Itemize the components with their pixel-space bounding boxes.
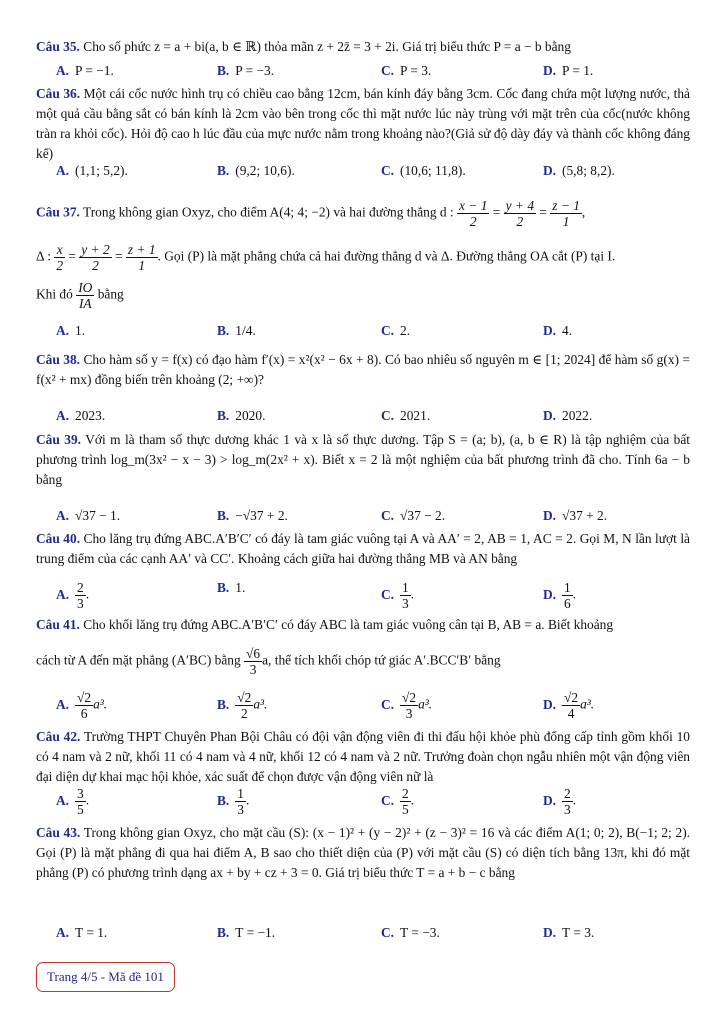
- question-text: Trong không gian Oxyz, cho mặt cầu (S): (x − 1)² + (y − 2)² + (z − 3)² = 16 và các điểm A(1; 0; 2), B(−1; 2; 2). Gọi (P) là mặt phẳng đi qua hai điểm A, B sao cho thiết diện của (P) với mặt cầu (S) có diện tích bằng 13π, khi đó mặt phẳng (P) có phương trình dạng ax + by + cz + 3 = 0. Giá trị biểu thức T = a + b − c bằng: [36, 825, 691, 880]
- question-text-line1: Trong không gian Oxyz, cho điểm A(4; 4; −2) và hai đường thẳng d :: [83, 204, 454, 220]
- answer-row-q36: [36, 163, 690, 183]
- option-text: 1/4.: [235, 323, 256, 338]
- option-text: (9,2; 10,6).: [235, 163, 295, 178]
- option-c[interactable]: [381, 690, 432, 721]
- option-fraction-numerator: 1: [564, 580, 571, 595]
- question-text: Với m là tham số thực dương khác 1 và x là số thực dương. Tập S = (a; b), (a, b ∈ R) là tập nghiệm của bất phương trình log_m(3x² − x − 3) > log_m(2x² + x). Biết x = 2 là một nghiệm của bất phương trình đã cho. Tính 6a − b bằng: [36, 432, 691, 487]
- option-fraction: [562, 786, 573, 817]
- option-a[interactable]: [56, 690, 107, 721]
- question-q39: [36, 430, 690, 490]
- line-delta-fraction-denominator: 2: [56, 258, 64, 273]
- option-fraction-numerator: 2: [402, 786, 409, 801]
- line-d-fraction-numerator: z − 1: [552, 198, 580, 213]
- option-label: A.: [56, 586, 70, 602]
- option-b[interactable]: [217, 163, 295, 179]
- line-delta-fraction-numerator: x: [54, 242, 65, 258]
- option-label: B.: [217, 925, 230, 940]
- option-suffix: a³.: [253, 696, 268, 712]
- option-fraction-denominator: 3: [564, 802, 571, 817]
- option-b[interactable]: [217, 63, 274, 79]
- option-c[interactable]: [381, 925, 440, 941]
- question-text-line1: Cho khối lăng trụ đứng ABC.A′B′C′ có đáy ABC là tam giác vuông cân tại B, AB = a. Biết khoảng: [83, 617, 614, 632]
- option-label: A.: [56, 163, 70, 178]
- option-label: D.: [543, 323, 557, 338]
- option-label: A.: [56, 696, 70, 712]
- option-c[interactable]: C. $\frac{1}{3}$ .: [381, 580, 415, 611]
- option-a[interactable]: [56, 508, 120, 524]
- option-label: A.: [56, 408, 70, 423]
- question-q38: [36, 350, 690, 390]
- option-b[interactable]: [217, 580, 245, 596]
- option-label: D.: [543, 586, 557, 602]
- line-d-fraction-denominator: 2: [469, 214, 477, 229]
- option-label: D.: [543, 163, 557, 178]
- option-label: B.: [217, 163, 230, 178]
- option-text: 1.: [75, 323, 86, 338]
- line-delta-fraction-denominator: 2: [92, 258, 99, 273]
- answer-row-q40: [36, 580, 690, 611]
- line-d-fraction: [550, 198, 582, 229]
- option-b[interactable]: [217, 408, 265, 424]
- option-d[interactable]: [543, 163, 615, 179]
- option-label: C.: [381, 163, 395, 178]
- option-label: C.: [381, 63, 395, 78]
- option-fraction-numerator: 1: [237, 786, 244, 801]
- option-fraction: [400, 786, 411, 817]
- option-text: √37 + 2.: [562, 508, 608, 523]
- option-fraction-numerator: 3: [77, 786, 84, 801]
- option-text: 4.: [562, 323, 573, 338]
- option-fraction-numerator: √2: [237, 690, 252, 705]
- option-fraction-numerator: 2: [564, 786, 571, 801]
- option-b[interactable]: [217, 925, 275, 941]
- option-text: (5,8; 8,2).: [562, 163, 615, 178]
- option-label: D.: [543, 925, 557, 940]
- question-q43: [36, 823, 690, 883]
- question-text-line3: Khi đó: [36, 286, 73, 302]
- option-a[interactable]: [56, 163, 128, 179]
- distance-fraction-denominator: 3: [249, 662, 257, 677]
- line-delta-fraction-numerator: y + 2: [81, 242, 110, 257]
- option-text: √37 − 2.: [400, 508, 446, 523]
- line-delta-fraction-denominator: 1: [138, 258, 146, 273]
- line-d-fraction-denominator: 2: [516, 214, 524, 229]
- option-label: C.: [381, 586, 395, 602]
- option-label: A.: [56, 323, 70, 338]
- option-label: B.: [217, 63, 230, 78]
- option-label: B.: [217, 580, 230, 595]
- option-c[interactable]: [381, 63, 431, 79]
- option-fraction-denominator: 3: [405, 706, 413, 721]
- option-fraction: [562, 580, 573, 611]
- option-fraction-numerator: 1: [402, 580, 409, 595]
- question-q37-line3: [36, 280, 690, 311]
- option-text: T = 3.: [562, 925, 595, 940]
- option-label: B.: [217, 696, 230, 712]
- option-fraction: [235, 690, 253, 721]
- option-label: C.: [381, 508, 395, 523]
- option-fraction: [75, 690, 93, 721]
- question-q35: [36, 37, 690, 57]
- option-d[interactable]: D. $\frac{1}{6}$ .: [543, 580, 577, 611]
- question-q42: [36, 727, 690, 787]
- option-fraction-denominator: 3: [237, 802, 244, 817]
- question-text-line3-end: bằng: [97, 286, 124, 302]
- option-text: P = 1.: [562, 63, 594, 78]
- option-label: B.: [217, 323, 230, 338]
- option-text: −√37 + 2.: [235, 508, 288, 523]
- option-label: B.: [217, 792, 230, 808]
- question-text-line2: . Gọi (P) là mặt phẳng chứa cả hai đường thẳng d và Δ. Đường thẳng OA cắt (P) tại I.: [157, 248, 616, 264]
- option-text: 2.: [400, 323, 411, 338]
- page-footer: Trang 4/5 - Mã đề 101: [36, 962, 175, 992]
- answer-row-q38: [36, 408, 690, 428]
- question-number: Câu 35.: [36, 39, 80, 54]
- option-fraction-denominator: 6: [80, 706, 88, 721]
- option-label: C.: [381, 925, 395, 940]
- answer-row-q35: [36, 63, 690, 83]
- option-c[interactable]: [381, 508, 445, 524]
- option-fraction-denominator: 2: [240, 706, 248, 721]
- option-suffix: a³.: [418, 696, 433, 712]
- option-fraction-denominator: 5: [402, 802, 409, 817]
- question-text-line2-end: a, thể tích khối chóp tứ giác A′.BCC′B′ bằng: [262, 652, 501, 668]
- option-a[interactable]: [56, 63, 114, 79]
- option-label: C.: [381, 408, 395, 423]
- ratio-fraction-denominator: IA: [78, 296, 92, 311]
- answer-row-q39: [36, 508, 690, 528]
- option-fraction-numerator: 2: [77, 580, 84, 595]
- option-text: (10,6; 11,8).: [400, 163, 466, 178]
- option-label: B.: [217, 508, 230, 523]
- option-a[interactable]: [56, 323, 85, 339]
- question-text: Cho hàm số y = f(x) có đạo hàm f′(x) = x²(x² − 6x + 8). Có bao nhiêu số nguyên m ∈ [1; 2024] để hàm số g(x) = f(x² + mx) đồng biến trên khoảng (2; +∞)?: [36, 352, 690, 387]
- option-a[interactable]: A. $\frac{3}{5}$ .: [56, 786, 90, 817]
- line-delta-fraction: [54, 242, 65, 273]
- ratio-fraction-numerator: IO: [78, 280, 93, 295]
- option-suffix: a³.: [93, 696, 108, 712]
- option-label: B.: [217, 408, 230, 423]
- option-b[interactable]: [217, 323, 256, 339]
- line-d-fraction: [457, 198, 489, 229]
- distance-fraction: [244, 646, 262, 677]
- question-number: Câu 38.: [36, 352, 81, 367]
- line-d-fraction-numerator: y + 4: [505, 198, 535, 213]
- question-q40: [36, 529, 690, 569]
- option-text: T = −1.: [235, 925, 276, 940]
- option-c[interactable]: [381, 408, 430, 424]
- line-delta-fraction-numerator: z + 1: [127, 242, 156, 257]
- question-text: Cho lăng trụ đứng ABC.A′B′C′ có đáy là tam giác vuông tại A và AA′ = 2, AB = 1, AC = 2. Gọi M, N lần lượt là trung điểm của các cạnh AA′ và CC′. Khoảng cách giữa hai đường thẳng MB và AN bằng: [36, 531, 690, 566]
- option-label: C.: [381, 696, 395, 712]
- option-text: (1,1; 5,2).: [75, 163, 128, 178]
- option-fraction-denominator: 4: [567, 706, 575, 721]
- option-label: C.: [381, 792, 395, 808]
- option-a[interactable]: [56, 408, 105, 424]
- option-a[interactable]: A. $\frac{2}{3}$ .: [56, 580, 90, 611]
- option-fraction: [75, 786, 86, 817]
- line-delta-fraction: [79, 242, 111, 273]
- question-text-line2: cách từ A đến mặt phẳng (A′BC) bằng: [36, 652, 241, 668]
- question-number: Câu 41.: [36, 617, 80, 632]
- option-b[interactable]: B. $\frac{1}{3}$ .: [217, 786, 250, 817]
- option-fraction-denominator: 3: [77, 596, 84, 611]
- option-text: P = −1.: [75, 63, 114, 78]
- option-fraction: [235, 786, 246, 817]
- option-fraction: [75, 580, 86, 611]
- question-text: Một cái cốc nước hình trụ có chiều cao bằng 12cm, bán kính đáy bằng 3cm. Cốc đang chứa một lượng nước, thả một quả cầu bằng sắt có bán kính là 2cm vào bên trong cốc thì mặt nước lúc này trùng với mặt trên của cốc(nước không tràn ra khỏi cốc). Hỏi độ cao h lúc đầu của mực nước nằm trong khoảng nào?(Giả sử độ dày đáy và thành cốc không đáng kể): [36, 86, 690, 161]
- option-label: A.: [56, 792, 70, 808]
- option-fraction-numerator: √2: [77, 690, 92, 705]
- option-label: C.: [381, 323, 395, 338]
- option-fraction-denominator: 3: [402, 596, 409, 611]
- option-fraction: [562, 690, 580, 721]
- question-q36: [36, 84, 690, 164]
- option-fraction: [400, 580, 411, 611]
- question-q37: Câu 37. Trong không gian Oxyz, cho điểm A(4; 4; −2) và hai đường thẳng d : $\frac{x - 1}{2}$ = $\frac{y + 4}{2}$ = $\frac{z - 1}{1}$ ,: [36, 198, 586, 229]
- question-q37-line2: Δ : $\frac{x}{2}$ = $\frac{y + 2}{2}$ = $\frac{z + 1}{1}$ . Gọi (P) là mặt phẳng chứa cả hai đường thẳng d và Δ. Đường thẳng OA cắt (P) tại I.: [36, 242, 616, 273]
- line-d-fraction: [504, 198, 536, 229]
- option-c[interactable]: [381, 163, 466, 179]
- answer-row-q41: [36, 690, 690, 721]
- option-b[interactable]: [217, 690, 267, 721]
- answer-row-q42: [36, 786, 690, 817]
- option-text: √37 − 1.: [75, 508, 121, 523]
- option-d[interactable]: [543, 408, 592, 424]
- option-c[interactable]: [381, 323, 410, 339]
- option-text: T = −3.: [400, 925, 440, 940]
- option-b[interactable]: [217, 508, 288, 524]
- option-d[interactable]: D. $\frac{2}{3}$ .: [543, 786, 577, 817]
- option-d[interactable]: [543, 925, 594, 941]
- line-d-fraction-numerator: x − 1: [459, 198, 488, 213]
- line-d-fraction-denominator: 1: [562, 214, 570, 229]
- answer-row-q37: [36, 323, 690, 343]
- option-fraction: [400, 690, 418, 721]
- option-label: D.: [543, 508, 557, 523]
- option-label: D.: [543, 792, 557, 808]
- option-text: P = 3.: [400, 63, 432, 78]
- distance-fraction-numerator: √6: [246, 646, 261, 661]
- option-fraction-denominator: 5: [77, 802, 84, 817]
- option-d[interactable]: [543, 323, 572, 339]
- question-q41: [36, 615, 690, 635]
- option-label: D.: [543, 63, 557, 78]
- option-d[interactable]: [543, 508, 607, 524]
- question-number: Câu 40.: [36, 531, 81, 546]
- question-number: Câu 37.: [36, 204, 80, 220]
- option-text: 1.: [235, 580, 246, 595]
- option-label: D.: [543, 696, 557, 712]
- delta-label: Δ :: [36, 248, 51, 264]
- question-q41-line2: [36, 646, 690, 677]
- option-text: T = 1.: [75, 925, 108, 940]
- option-text: 2021.: [400, 408, 431, 423]
- option-text: 2023.: [75, 408, 106, 423]
- option-d[interactable]: [543, 690, 594, 721]
- question-number: Câu 42.: [36, 729, 81, 744]
- question-number: Câu 39.: [36, 432, 81, 447]
- option-suffix: a³.: [580, 696, 595, 712]
- answer-row-q43: [36, 925, 690, 945]
- option-fraction-numerator: √2: [564, 690, 579, 705]
- option-text: P = −3.: [235, 63, 275, 78]
- question-text: Cho số phức z = a + bi(a, b ∈ ℝ) thỏa mãn z + 2z̄ = 3 + 2i. Giá trị biểu thức P = a − b bằng: [83, 39, 571, 54]
- line-delta-fraction: [126, 242, 158, 273]
- option-text: 2022.: [562, 408, 593, 423]
- question-number: Câu 43.: [36, 825, 81, 840]
- option-fraction-denominator: 6: [564, 596, 571, 611]
- option-label: A.: [56, 63, 70, 78]
- ratio-fraction: [76, 280, 94, 311]
- option-fraction-numerator: √2: [402, 690, 417, 705]
- option-label: D.: [543, 408, 557, 423]
- option-c[interactable]: C. $\frac{2}{5}$ .: [381, 786, 415, 817]
- option-label: A.: [56, 925, 70, 940]
- question-number: Câu 36.: [36, 86, 81, 101]
- option-label: A.: [56, 508, 70, 523]
- option-d[interactable]: [543, 63, 593, 79]
- option-text: 2020.: [235, 408, 266, 423]
- option-a[interactable]: [56, 925, 107, 941]
- question-text: Trường THPT Chuyên Phan Bội Châu có đội vận động viên đi thi đấu hội khỏe phù đổng cấp tỉnh gồm khối 10 có 4 nam và 2 nữ, khối 11 có 4 nam và 4 nữ, khối 12 có 4 nam và 2 nữ. Trưởng đoàn chọn ngẫu nhiên một vận động viên đại diện dự khai mạc hội khỏe, xác suất để chọn được vận động viên nữ là: [36, 729, 690, 784]
